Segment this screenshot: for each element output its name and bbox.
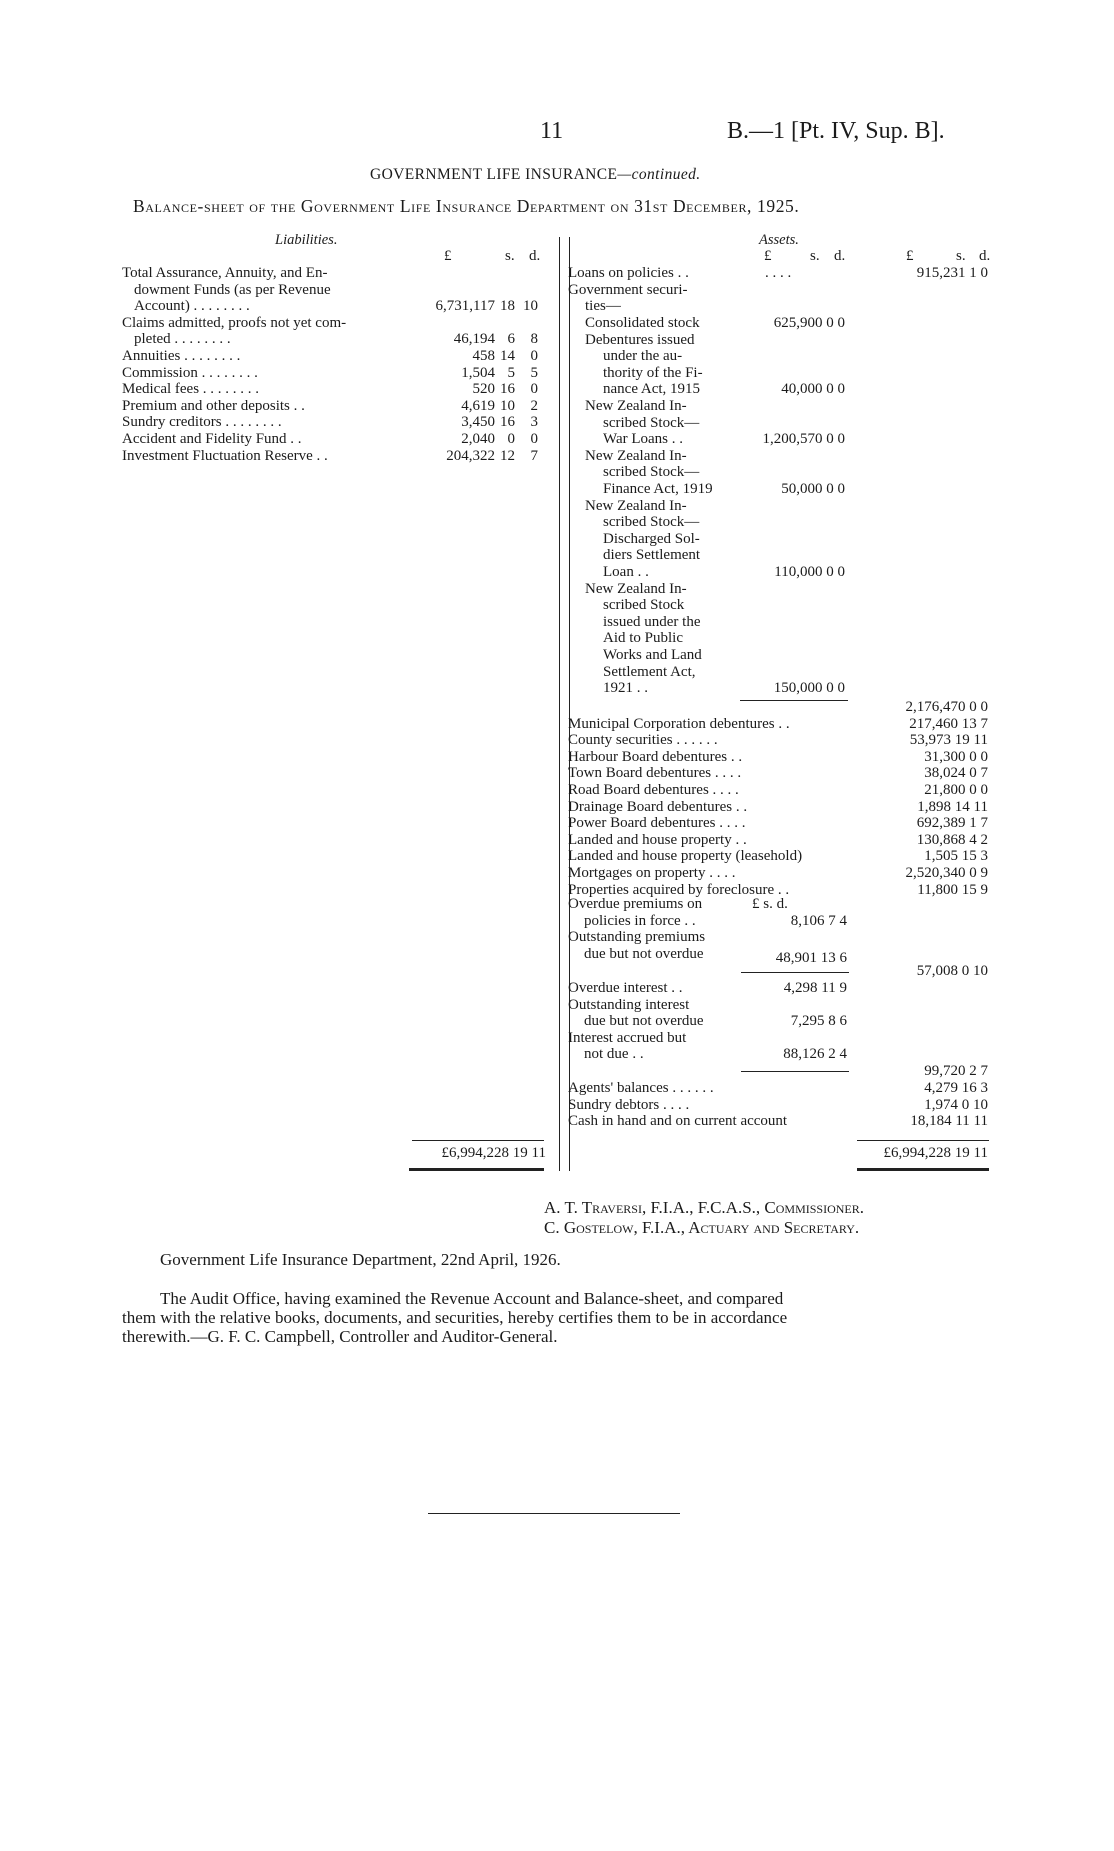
liability-pence: 0 (530, 348, 538, 364)
asset-label: Power Board debentures . . . . (568, 815, 746, 832)
liability-pounds: 46,194 (453, 331, 495, 348)
liability-pounds: 204,322 (446, 447, 495, 464)
liability-pounds: 1,504 (461, 364, 495, 381)
asset-label: Landed and house property (leasehold) (568, 848, 803, 865)
liability-pounds: 520 (472, 381, 495, 398)
assets-col-s-inner: s. (810, 248, 820, 264)
gov-security-label: scribed Stock— (603, 514, 700, 531)
document-reference: B.—1 [Pt. IV, Sup. B]. (727, 118, 945, 144)
gov-security-label: under the au- (603, 348, 683, 365)
gov-total-rule (740, 700, 848, 701)
liability-pounds: 2,040 (461, 431, 495, 447)
audit-line-3-text: therewith.—G. F. C. Campbell, Controller and Auditor-General. (122, 1327, 558, 1346)
liabilities-total-rule (412, 1140, 544, 1141)
audit-line-2: them with the relative books, documents, and securities, hereby certifies them to be in accordance (122, 1308, 788, 1327)
liability-shillings: 16 (500, 414, 515, 431)
asset-label: Municipal Corporation debentures . . (568, 715, 790, 732)
interest-label: not due . . (584, 1046, 644, 1063)
premium-value: 48,901 13 6 (775, 949, 847, 966)
section-title-suffix: —continued. (617, 166, 701, 183)
column-divider (559, 237, 560, 1171)
asset-value: 692,389 1 7 (916, 815, 988, 832)
assets-total: £6,994,228 19 11 (883, 1145, 988, 1161)
liability-pence: 7 (530, 447, 538, 464)
liability-pence: 3 (530, 414, 538, 431)
asset-value: 53,973 19 11 (909, 732, 988, 749)
liability-label: Accident and Fidelity Fund . . (122, 431, 302, 447)
liability-pence: 2 (530, 397, 538, 414)
liability-label: Sundry creditors . . . . . . . . (122, 414, 282, 431)
liability-shillings: 10 (500, 397, 515, 414)
gov-security-label: Aid to Public (603, 630, 684, 647)
gov-security-label: War Loans . . (603, 431, 684, 448)
asset-label: County securities . . . . . . (568, 732, 718, 749)
gov-security-label: Settlement Act, (603, 663, 696, 680)
interest-label: due but not overdue (584, 1013, 704, 1030)
signature-actuary: C. Gostelow, F.I.A., Actuary and Secretary. (544, 1218, 860, 1237)
final-asset-value: 18,184 11 11 (910, 1113, 988, 1130)
liabilities-col-pound: £ (444, 248, 452, 264)
gov-security-label: Discharged Sol- (603, 530, 700, 547)
liabilities-col-d: d. (529, 248, 541, 264)
section-title-text: GOVERNMENT LIFE INSURANCE (370, 166, 618, 183)
premiums-total: 57,008 0 10 (916, 963, 988, 979)
gov-security-label: Consolidated stock (585, 315, 700, 331)
gov-security-label: New Zealand In- (585, 497, 687, 514)
loans-dots: . . . . (765, 265, 792, 281)
dateline: Government Life Insurance Department, 22nd April, 1926. (160, 1250, 561, 1269)
premium-label: policies in force . . (584, 912, 696, 929)
liability-shillings: 5 (507, 364, 515, 381)
loans-value: 915,231 1 0 (916, 265, 988, 281)
premiums-col-head: £ s. d. (752, 896, 788, 912)
liabilities-total-double-rule (409, 1168, 544, 1171)
liability-pounds: 3,450 (461, 414, 495, 431)
interest-value: 4,298 11 9 (783, 980, 847, 996)
gov-security-label: nance Act, 1915 (603, 381, 701, 398)
assets-heading: Assets. (759, 232, 799, 248)
gov-security-label: Finance Act, 1919 (603, 481, 713, 497)
asset-value: 21,800 0 0 (924, 781, 988, 798)
asset-label: Drainage Board debentures . . (568, 798, 748, 815)
interest-label: Outstanding interest (568, 996, 690, 1013)
section-title (370, 166, 701, 184)
assets-col-pound-inner: £ (764, 248, 772, 264)
gov-security-value: 50,000 0 0 (781, 481, 845, 497)
balance-sheet-title: Balance-sheet of the Government Life Insurance Department on 31st December, 1925. (133, 196, 800, 216)
premium-label: due but not overdue (584, 945, 704, 962)
asset-label: Road Board debentures . . . . (568, 781, 739, 798)
gov-security-value: 150,000 0 0 (773, 680, 845, 697)
gov-security-label: 1921 . . (603, 680, 648, 697)
final-asset-label: Sundry debtors . . . . (568, 1096, 690, 1113)
liability-label: pleted . . . . . . . . (134, 331, 231, 348)
gov-security-value: 625,900 0 0 (773, 315, 845, 331)
gov-security-value: 110,000 0 0 (774, 564, 845, 580)
liability-shillings: 16 (500, 381, 515, 398)
asset-value: 2,520,340 0 9 (905, 864, 988, 881)
closing-rule (428, 1513, 680, 1514)
liability-label: Medical fees . . . . . . . . (122, 381, 260, 398)
final-asset-label: Agents' balances . . . . . . (568, 1080, 714, 1096)
gov-security-label: scribed Stock— (603, 464, 700, 481)
final-asset-value: 1,974 0 10 (924, 1096, 988, 1113)
asset-value: 11,800 15 9 (917, 881, 988, 898)
gov-securities-label: Government securi- (568, 282, 688, 298)
gov-security-label: thority of the Fi- (603, 364, 703, 381)
interest-total-rule (741, 1071, 849, 1072)
asset-value: 1,505 15 3 (924, 848, 988, 865)
audit-line-1: The Audit Office, having examined the Revenue Account and Balance-sheet, and compared (160, 1289, 784, 1308)
interest-label: Interest accrued but (568, 1029, 687, 1046)
gov-securities-total: 2,176,470 0 0 (905, 699, 988, 715)
liability-pence: 10 (523, 298, 538, 315)
audit-line-3 (122, 1327, 558, 1347)
liabilities-total: £6,994,228 19 11 (441, 1145, 546, 1161)
liability-pounds: 6,731,117 (435, 298, 495, 315)
assets-col-pound: £ (906, 248, 914, 264)
asset-label: Town Board debentures . . . . (568, 765, 742, 782)
liability-shillings: 0 (507, 431, 515, 447)
liability-label: Annuities . . . . . . . . (122, 348, 241, 364)
asset-label: Harbour Board debentures . . (568, 748, 743, 765)
asset-value: 38,024 0 7 (924, 765, 988, 782)
liability-shillings: 18 (500, 298, 515, 315)
final-asset-label: Cash in hand and on current account (568, 1113, 788, 1130)
premium-value: 8,106 7 4 (790, 912, 847, 929)
gov-security-value: 1,200,570 0 0 (762, 431, 845, 448)
liabilities-heading: Liabilities. (275, 232, 338, 248)
loans-label: Loans on policies . . (568, 265, 689, 281)
asset-label: Mortgages on property . . . . (568, 864, 736, 881)
assets-total-rule (857, 1140, 989, 1141)
interest-label: Overdue interest . . (568, 980, 683, 996)
gov-security-value: 40,000 0 0 (781, 381, 845, 398)
gov-security-label: issued under the (603, 613, 701, 630)
liability-label: Investment Fluctuation Reserve . . (122, 447, 328, 464)
liability-label: dowment Funds (as per Revenue (134, 281, 331, 298)
gov-security-label: Debentures issued (585, 331, 695, 348)
liability-pence: 8 (530, 331, 538, 348)
gov-security-label: diers Settlement (603, 547, 701, 564)
asset-label: Landed and house property . . (568, 831, 747, 848)
gov-securities-label-2: ties— (585, 298, 621, 314)
final-asset-value: 4,279 16 3 (924, 1080, 988, 1096)
asset-value: 217,460 13 7 (909, 715, 988, 732)
liability-pounds: 458 (472, 348, 495, 364)
interest-value: 7,295 8 6 (790, 1013, 847, 1030)
interest-value: 88,126 2 4 (783, 1046, 847, 1063)
signature-commissioner: A. T. Traversi, F.I.A., F.C.A.S., Commissioner. (544, 1198, 865, 1217)
premiums-total-rule (741, 972, 849, 973)
gov-security-label: Works and Land (603, 647, 702, 663)
gov-security-label: scribed Stock (603, 597, 685, 614)
page-number: 11 (540, 118, 564, 144)
interest-total: 99,720 2 7 (924, 1063, 988, 1079)
liability-label: Claims admitted, proofs not yet com- (122, 314, 347, 331)
liability-label: Premium and other deposits . . (122, 397, 305, 414)
liability-shillings: 6 (507, 331, 515, 348)
liability-pence: 0 (530, 381, 538, 398)
gov-security-label: New Zealand In- (585, 398, 687, 414)
liability-label: Commission . . . . . . . . (122, 364, 258, 381)
liabilities-col-s: s. (505, 248, 515, 264)
liability-pence: 0 (530, 431, 538, 447)
liability-pence: 5 (530, 364, 538, 381)
liability-shillings: 14 (500, 348, 515, 364)
premium-label: Overdue premiums on (568, 896, 703, 912)
asset-label: Properties acquired by foreclosure . . (568, 881, 790, 898)
liability-label: Total Assurance, Annuity, and En- (122, 265, 328, 281)
assets-total-double-rule (857, 1168, 989, 1171)
asset-value: 130,868 4 2 (916, 831, 988, 848)
premium-label: Outstanding premiums (568, 929, 706, 946)
assets-col-s: s. (956, 248, 966, 264)
liability-shillings: 12 (500, 447, 515, 464)
gov-security-label: New Zealand In- (585, 580, 687, 597)
liability-label: Account) . . . . . . . . (134, 298, 250, 315)
assets-col-d-inner: d. (834, 248, 846, 264)
asset-value: 1,898 14 11 (917, 798, 988, 815)
gov-security-label: scribed Stock— (603, 414, 700, 431)
liability-pounds: 4,619 (461, 397, 495, 414)
gov-security-label: New Zealand In- (585, 447, 687, 464)
gov-security-label: Loan . . (603, 564, 649, 580)
assets-col-d: d. (979, 248, 991, 264)
asset-value: 31,300 0 0 (924, 748, 988, 765)
